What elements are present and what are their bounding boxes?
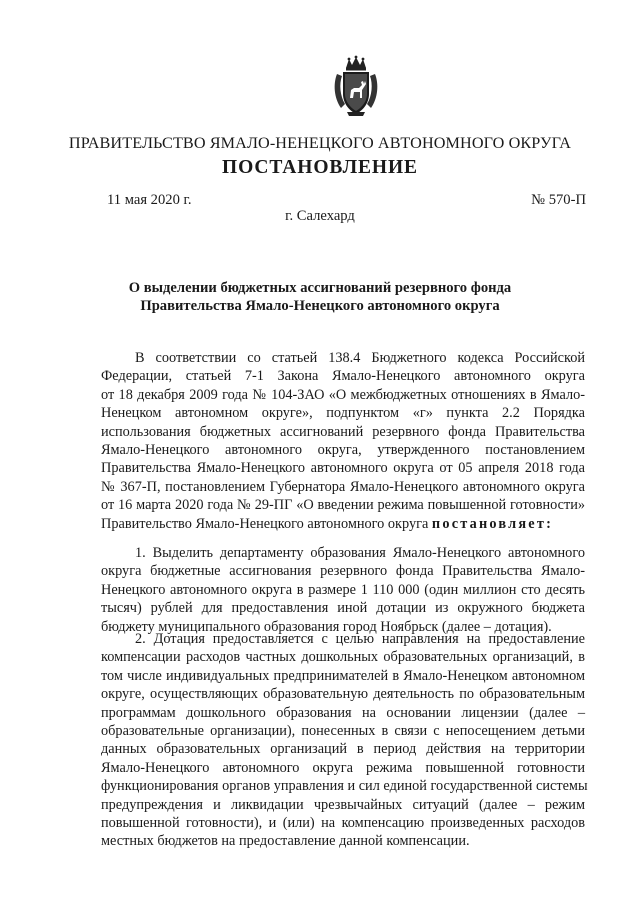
text-line: Ненецком автономном округе», подпунктом «г» пункта 2.2 Порядка bbox=[101, 405, 585, 422]
document-date: 11 мая 2020 г. bbox=[107, 192, 192, 208]
resolution-prefix: Правительство Ямало-Ненецкого автономного округа bbox=[101, 515, 432, 532]
text-line: округе, осуществляющих образовательную деятельность по образовательным bbox=[101, 686, 585, 703]
text-line bbox=[101, 515, 585, 533]
resolves-word: постановляет: bbox=[431, 515, 554, 532]
text-line: Ямало-Ненецкого автономного округа режима повышенной готовности bbox=[101, 759, 585, 776]
title-line: Правительства Ямало-Ненецкого автономного округа bbox=[140, 298, 500, 314]
preamble-paragraph bbox=[101, 349, 585, 533]
text-line: использования бюджетных ассигнований резервного фонда Правительства bbox=[101, 423, 585, 440]
text-line: 2. Дотация предоставляется с целью направления на предоставление bbox=[135, 631, 585, 647]
text-line: округа бюджетные ассигнования резервного фонда Правительства Ямало- bbox=[101, 563, 585, 580]
title-line: О выделении бюджетных ассигнований резервного фонда bbox=[128, 280, 512, 296]
text-line: Ямало-Ненецкого автономного округа, утвержденного постановлением bbox=[101, 441, 585, 458]
text-line: данных образовательных организаций в период действия на территории bbox=[101, 741, 585, 758]
text-line: бюджету муниципального образования город Ноябрьск (далее – дотация). bbox=[101, 618, 552, 635]
clause-2 bbox=[101, 630, 588, 851]
text-line: Правительства Ямало-Ненецкого автономного округа от 05 апреля 2018 года bbox=[101, 460, 585, 477]
text-line: местных бюджетов на предоставление данной компенсации. bbox=[101, 833, 470, 850]
coat-of-arms-icon bbox=[331, 54, 381, 118]
text-line: функционирования органов управления и сил единой государственной системы bbox=[101, 778, 588, 795]
text-line: от 18 декабря 2009 года № 104-ЗАО «О межбюджетных отношениях в Ямало- bbox=[101, 386, 585, 403]
text-line: компенсации расходов частных дошкольных образовательных организаций, в bbox=[101, 649, 585, 666]
text-line: предупреждения и ликвидации чрезвычайных ситуаций (далее – режим bbox=[101, 796, 585, 813]
document-title bbox=[0, 279, 640, 315]
document-city: г. Салехард bbox=[285, 208, 355, 224]
text-line: Федерации, статьей 7-1 Закона Ямало-Ненецкого автономного округа bbox=[101, 368, 585, 385]
text-line: Ненецкого автономного округа в размере 1 110 000 (один миллион сто десять bbox=[101, 581, 585, 598]
text-line: В соответствии со статьей 138.4 Бюджетного кодекса Российской bbox=[135, 350, 585, 366]
clause-1 bbox=[101, 544, 585, 636]
text-line: программам дошкольного образования на основании лицензии (далее – bbox=[101, 704, 585, 721]
text-line: тысяч) рублей для предоставления иной дотации из окружного бюджета bbox=[101, 600, 585, 617]
text-line: образовательные организации), понесенных в связи с непосещением детьми bbox=[101, 722, 585, 739]
text-line: 1. Выделить департаменту образования Ямало-Ненецкого автономного bbox=[135, 545, 585, 561]
text-line: том числе индивидуальных предпринимателей в Ямало-Ненецком автономном bbox=[101, 667, 585, 684]
document-type: ПОСТАНОВЛЕНИЕ bbox=[222, 157, 418, 178]
organization-name: ПРАВИТЕЛЬСТВО ЯМАЛО-НЕНЕЦКОГО АВТОНОМНОГО ОКРУГА bbox=[68, 134, 572, 152]
document-number: № 570-П bbox=[531, 192, 586, 208]
text-line: от 16 марта 2020 года № 29-ПГ «О введении режима повышенной готовности» bbox=[101, 497, 585, 514]
text-line: № 367-П, постановлением Губернатора Ямало-Ненецкого автономного округа bbox=[101, 478, 585, 495]
text-line: повышенной готовности), и (или) на компенсацию произведенных расходов bbox=[101, 814, 585, 831]
